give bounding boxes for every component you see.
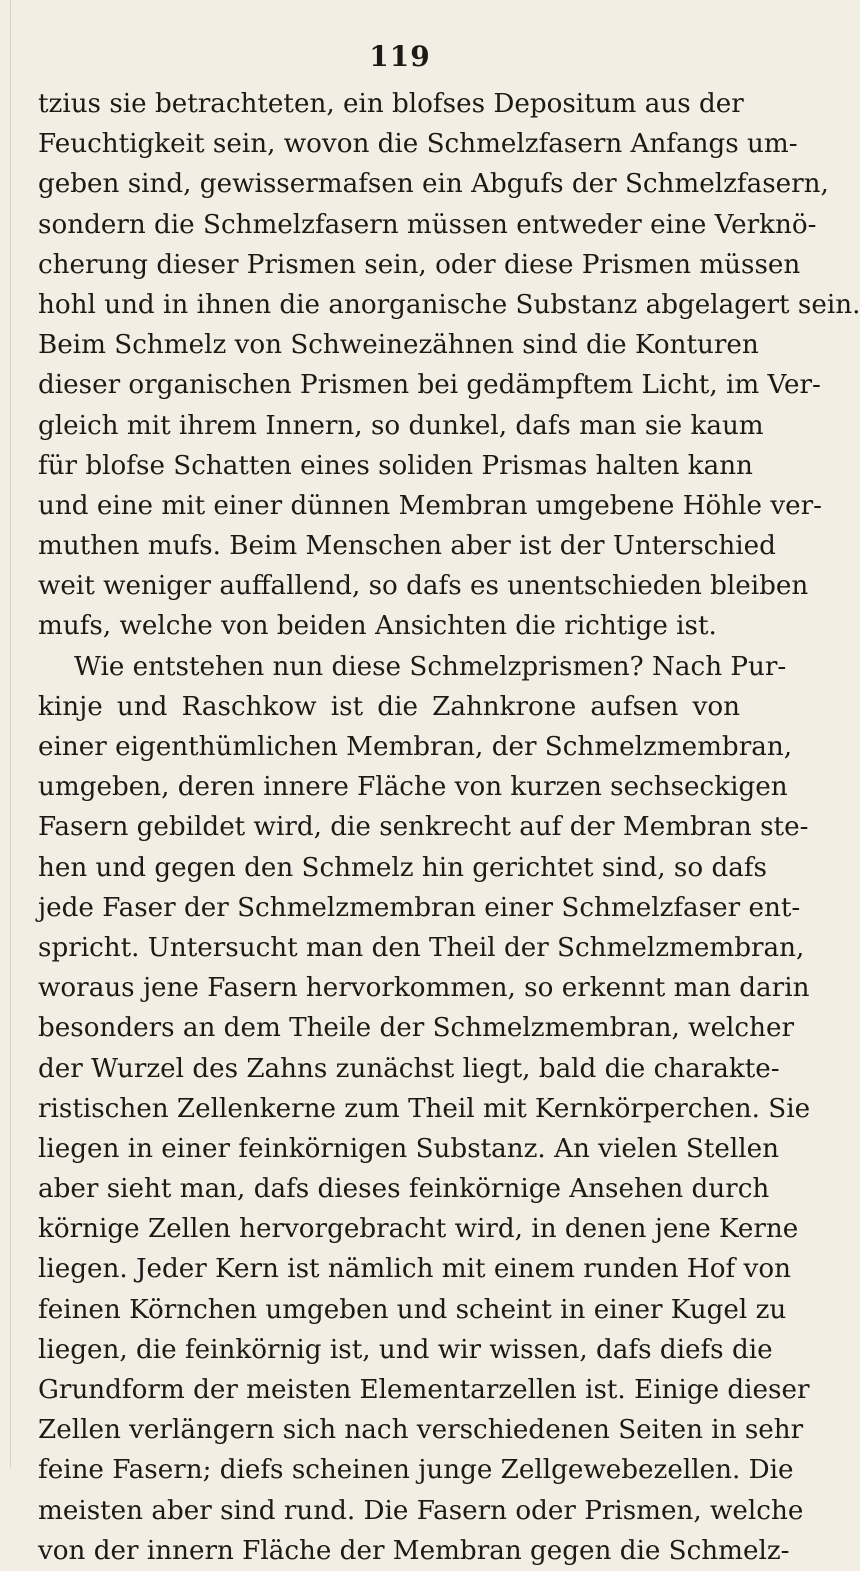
body-text (38, 84, 860, 1571)
text-line: Zellen verlängern sich nach verschiedenen Seiten in sehr (38, 1415, 804, 1446)
text-line: dieser organischen Prismen bei gedämpftem Licht, im Ver- (38, 370, 821, 401)
text-line: umgeben, deren innere Fläche von kurzen sechseckigen (38, 772, 788, 803)
text-line: meisten aber sind rund. Die Fasern oder Prismen, welche (38, 1495, 804, 1526)
page-number: 119 (369, 40, 431, 73)
text-line: aber sieht man, dafs dieses feinkörnige Ansehen durch (38, 1174, 770, 1205)
text-line: sondern die Schmelzfasern müssen entweder eine Verknö- (38, 209, 817, 240)
text-line: hohl und in ihnen die anorganische Substanz abgelagert sein. (38, 289, 860, 320)
text-line: von der innern Fläche der Membran gegen die Schmelz- (38, 1535, 790, 1566)
text-line: geben sind, gewissermafsen ein Abgufs der Schmelzfasern, (38, 169, 829, 200)
text-line: jede Faser der Schmelzmembran einer Schmelzfaser ent- (38, 892, 801, 923)
text-line: mufs, welche von beiden Ansichten die richtige ist. (38, 611, 717, 642)
text-line: weit weniger auffallend, so dafs es unentschieden bleiben (38, 571, 809, 602)
page-edge-shadow (10, 0, 11, 1468)
text-line: spricht. Untersucht man den Theil der Schmelzmembran, (38, 932, 805, 963)
text-line: woraus jene Fasern hervorkommen, so erkennt man darin (38, 973, 810, 1004)
text-line: liegen, die feinkörnig ist, und wir wissen, dafs diefs die (38, 1334, 773, 1365)
text-line: Grundform der meisten Elementarzellen ist. Einige dieser (38, 1375, 810, 1405)
text-line: und eine mit einer dünnen Membran umgebene Höhle ver- (38, 490, 823, 521)
text-line: Feuchtigkeit sein, wovon die Schmelzfasern Anfangs um- (38, 129, 798, 160)
text-line: der Wurzel des Zahns zunächst liegt, bald die charakte- (38, 1053, 780, 1084)
text-line: liegen. Jeder Kern ist nämlich mit einem runden Hof von (38, 1254, 791, 1285)
text-line: tzius sie betrachteten, ein blofses Depositum aus der (38, 89, 744, 119)
text-line: kinje und Raschkow ist die Zahnkrone aufsen von (38, 691, 740, 722)
text-line: muthen mufs. Beim Menschen aber ist der Unterschied (38, 531, 776, 562)
text-line: feinen Körnchen umgeben und scheint in einer Kugel zu (38, 1294, 787, 1325)
text-line: einer eigenthümlichen Membran, der Schmelzmembran, (38, 732, 793, 762)
text-line: liegen in einer feinkörnigen Substanz. An vielen Stellen (38, 1133, 779, 1164)
text-line: ristischen Zellenkerne zum Theil mit Kernkörperchen. Sie (38, 1093, 811, 1124)
text-line: hen und gegen den Schmelz hin gerichtet sind, so dafs (38, 852, 767, 883)
text-line: Wie entstehen nun diese Schmelzprismen? Nach Pur- (74, 651, 787, 682)
text-line: cherung dieser Prismen sein, oder diese Prismen müssen (38, 249, 801, 280)
text-line: für blofse Schatten eines soliden Prismas halten kann (38, 450, 753, 481)
text-line: körnige Zellen hervorgebracht wird, in denen jene Kerne (38, 1214, 799, 1245)
text-line: besonders an dem Theile der Schmelzmembran, welcher (38, 1013, 794, 1044)
text-line: feine Fasern; diefs scheinen junge Zellgewebezellen. Die (38, 1455, 794, 1486)
text-line: Fasern gebildet wird, die senkrecht auf der Membran ste- (38, 812, 809, 843)
text-line: Beim Schmelz von Schweinezähnen sind die Konturen (38, 330, 759, 361)
text-line: gleich mit ihrem Innern, so dunkel, dafs man sie kaum (38, 410, 764, 441)
